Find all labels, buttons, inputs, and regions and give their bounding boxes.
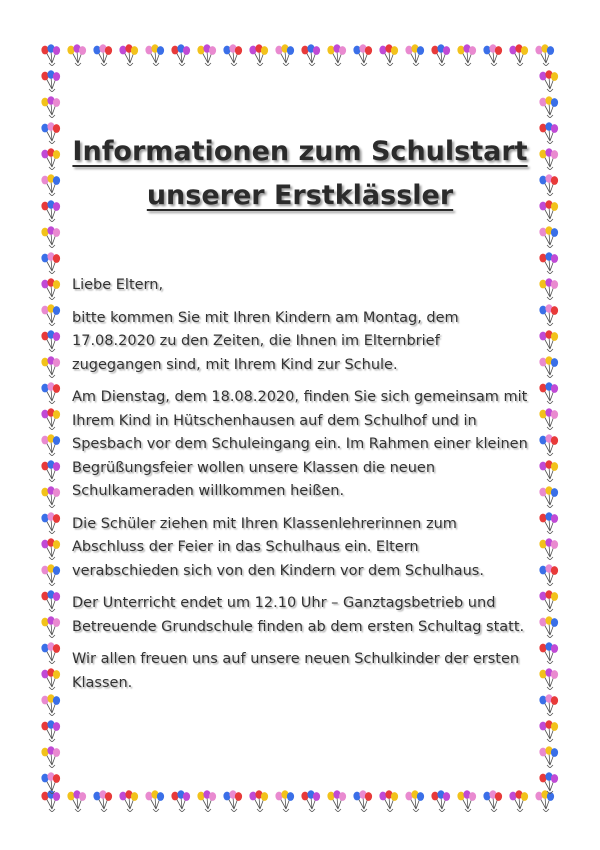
balloon-icon bbox=[40, 304, 62, 326]
balloon-icon bbox=[538, 512, 560, 534]
balloon-icon bbox=[538, 200, 560, 222]
paragraph-1: bitte kommen Sie mit Ihren Kindern am Montag, dem 17.08.2020 zu den Zeiten, die Ihnen im Elternbrief zugegangen sind, mit Ihrem Kind zur Schule. bbox=[72, 309, 459, 373]
balloon-icon bbox=[538, 382, 560, 404]
balloon-icon bbox=[538, 408, 560, 430]
balloon-icon bbox=[40, 460, 62, 482]
balloon-icon bbox=[40, 174, 62, 196]
balloon-icon bbox=[404, 790, 426, 812]
balloon-icon bbox=[538, 590, 560, 612]
balloon-icon bbox=[538, 538, 560, 560]
balloon-icon bbox=[482, 44, 504, 66]
balloon-icon bbox=[538, 460, 560, 482]
balloon-icon bbox=[170, 44, 192, 66]
balloon-icon bbox=[538, 252, 560, 274]
balloon-icon bbox=[92, 44, 114, 66]
balloon-icon bbox=[274, 44, 296, 66]
balloon-icon bbox=[222, 44, 244, 66]
balloon-icon bbox=[40, 564, 62, 586]
balloon-icon bbox=[538, 772, 560, 794]
balloon-icon bbox=[40, 356, 62, 378]
balloon-icon bbox=[118, 44, 140, 66]
balloon-icon bbox=[274, 790, 296, 812]
balloon-icon bbox=[40, 720, 62, 742]
balloon-icon bbox=[40, 746, 62, 768]
balloon-icon bbox=[482, 790, 504, 812]
balloon-icon bbox=[538, 278, 560, 300]
balloon-icon bbox=[352, 44, 374, 66]
balloon-icon bbox=[326, 790, 348, 812]
balloon-icon bbox=[144, 790, 166, 812]
balloon-icon bbox=[538, 148, 560, 170]
balloon-icon bbox=[538, 746, 560, 768]
balloon-icon bbox=[170, 790, 192, 812]
balloon-icon bbox=[248, 44, 270, 66]
balloon-icon bbox=[40, 616, 62, 638]
title-line-2: unserer Erstklässler bbox=[146, 180, 454, 211]
letter-text bbox=[72, 274, 528, 695]
balloon-icon bbox=[118, 790, 140, 812]
balloon-icon bbox=[538, 226, 560, 248]
balloon-icon bbox=[538, 668, 560, 690]
balloon-icon bbox=[538, 694, 560, 716]
balloon-icon bbox=[508, 790, 530, 812]
balloon-icon bbox=[404, 44, 426, 66]
balloon-icon bbox=[378, 44, 400, 66]
balloon-icon bbox=[40, 694, 62, 716]
balloon-icon bbox=[40, 512, 62, 534]
balloon-icon bbox=[300, 790, 322, 812]
page-title bbox=[72, 130, 528, 218]
balloon-icon bbox=[40, 668, 62, 690]
paragraph-2: Am Dienstag, dem 18.08.2020, finden Sie sich gemeinsam mit Ihrem Kind in Hütschenhausen auf dem Schulhof und in Spesbach vor dem Schuleingang ein. Im Rahmen einer kleinen Begrüßungsfeier wollen unsere Klassen die neuen Schulkameraden willkommen heißen. bbox=[72, 389, 528, 499]
balloon-icon bbox=[538, 70, 560, 92]
balloon-icon bbox=[40, 44, 62, 66]
balloon-icon bbox=[196, 790, 218, 812]
paragraph-3: Die Schüler ziehen mit Ihren Klassenlehrerinnen zum Abschluss der Feier in das Schulhaus ein. Eltern verabschieden sich von den Kindern vor dem Schulhaus. bbox=[72, 515, 484, 579]
balloon-icon bbox=[222, 790, 244, 812]
balloon-icon bbox=[40, 772, 62, 794]
balloon-icon bbox=[538, 486, 560, 508]
balloon-icon bbox=[66, 44, 88, 66]
balloon-icon bbox=[538, 564, 560, 586]
balloon-icon bbox=[40, 96, 62, 118]
balloon-icon bbox=[40, 330, 62, 352]
balloon-icon bbox=[538, 616, 560, 638]
balloon-icon bbox=[378, 790, 400, 812]
balloon-icon bbox=[534, 44, 556, 66]
balloon-icon bbox=[456, 44, 478, 66]
balloon-icon bbox=[40, 278, 62, 300]
balloon-icon bbox=[40, 122, 62, 144]
balloon-icon bbox=[538, 96, 560, 118]
document-body bbox=[72, 130, 528, 704]
balloon-icon bbox=[538, 720, 560, 742]
paragraph-4: Der Unterricht endet um 12.10 Uhr – Ganztagsbetrieb und Betreuende Grundschule finden ab dem ersten Schultag statt. bbox=[72, 595, 525, 635]
paragraph-5: Wir allen freuen uns auf unsere neuen Schulkinder der ersten Klassen. bbox=[72, 651, 520, 691]
balloon-icon bbox=[538, 356, 560, 378]
balloon-icon bbox=[40, 590, 62, 612]
balloon-icon bbox=[40, 226, 62, 248]
balloon-icon bbox=[538, 434, 560, 456]
balloon-icon bbox=[538, 174, 560, 196]
balloon-icon bbox=[508, 44, 530, 66]
balloon-icon bbox=[538, 304, 560, 326]
balloon-icon bbox=[538, 642, 560, 664]
balloon-icon bbox=[196, 44, 218, 66]
balloon-icon bbox=[326, 44, 348, 66]
balloon-icon bbox=[40, 70, 62, 92]
balloon-icon bbox=[248, 790, 270, 812]
balloon-icon bbox=[92, 790, 114, 812]
balloon-icon bbox=[40, 200, 62, 222]
balloon-icon bbox=[40, 408, 62, 430]
balloon-icon bbox=[40, 148, 62, 170]
balloon-icon bbox=[40, 252, 62, 274]
balloon-icon bbox=[66, 790, 88, 812]
balloon-icon bbox=[538, 122, 560, 144]
balloon-icon bbox=[456, 790, 478, 812]
balloon-icon bbox=[430, 790, 452, 812]
balloon-icon bbox=[300, 44, 322, 66]
balloon-icon bbox=[40, 538, 62, 560]
balloon-icon bbox=[430, 44, 452, 66]
title-line-1: Informationen zum Schulstart bbox=[72, 136, 528, 167]
balloon-icon bbox=[40, 434, 62, 456]
balloon-icon bbox=[40, 642, 62, 664]
greeting: Liebe Eltern, bbox=[72, 277, 164, 293]
balloon-icon bbox=[40, 486, 62, 508]
balloon-icon bbox=[538, 330, 560, 352]
balloon-icon bbox=[40, 382, 62, 404]
balloon-icon bbox=[144, 44, 166, 66]
balloon-icon bbox=[352, 790, 374, 812]
